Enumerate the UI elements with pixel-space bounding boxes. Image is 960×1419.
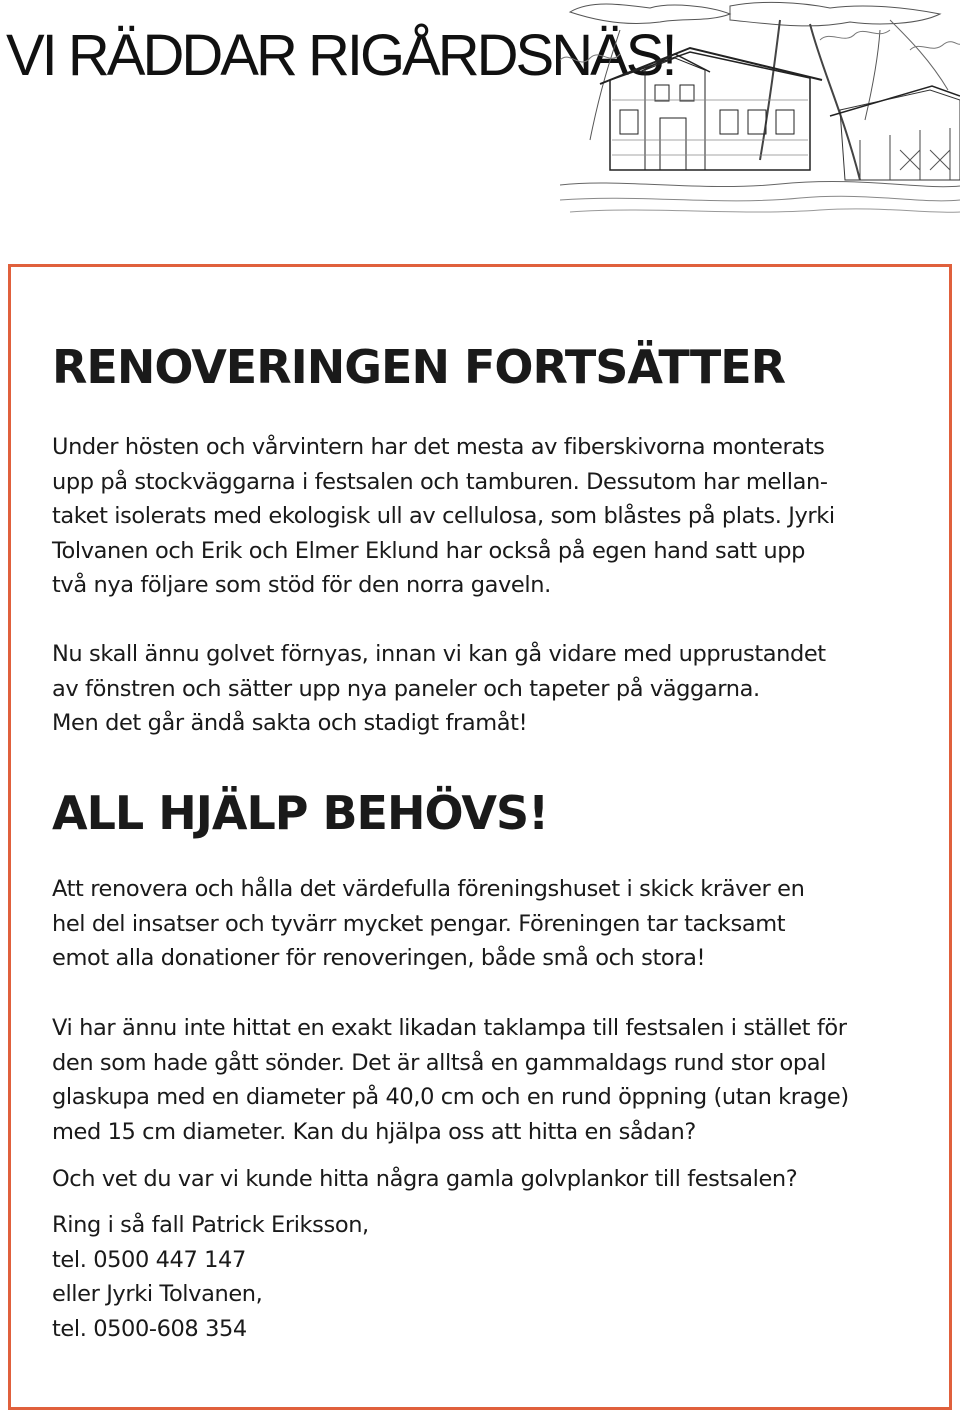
renovation-heading: RENOVERINGEN FORTSÄTTER [52, 340, 786, 394]
help-paragraph-3: Och vet du var vi kunde hitta några gamla golvplankor till festsalen? [52, 1166, 798, 1192]
renovation-paragraph-1: Under hösten och vårvintern har det mesta av fiberskivorna monterats upp på stockväggarna i festsalen och tamburen. Dessutom har mellan- taket isolerats med ekologisk ull av cellulosa, som blåstes på plats. Jyrki Tolvanen och Erik och Elmer Eklund har också på egen hand satt upp två nya följare som stöd för den norra gaveln. [52, 434, 835, 598]
contact-info: Ring i så fall Patrick Eriksson, tel. 0500 447 147 eller Jyrki Tolvanen, tel. 0500-608 354 [52, 1212, 369, 1342]
house-sketch-icon [560, 0, 960, 222]
renovation-paragraph-2: Nu skall ännu golvet förnyas, innan vi kan gå vidare med upprustandet av fönstren och sätter upp nya paneler och tapeter på väggarna. Men det går ändå sakta och stadigt framåt! [52, 641, 826, 736]
help-paragraph-1: Att renovera och hålla det värdefulla föreningshuset i skick kräver en hel del insatser och tyvärr mycket pengar. Föreningen tar tacksamt emot alla donationer för renoveringen, både små och stora! [52, 876, 805, 971]
help-heading: ALL HJÄLP BEHÖVS! [52, 786, 549, 840]
page-title: VI RÄDDAR RIGÅRDSNÄS! [6, 23, 675, 88]
help-paragraph-2: Vi har ännu inte hittat en exakt likadan taklampa till festsalen i stället för den som hade gått sönder. Det är alltså en gammaldags rund stor opal glaskupa med en diameter på 40,0 cm och en rund öppning (utan krage) med 15 cm diameter. Kan du hjälpa oss att hitta en sådan? [52, 1015, 849, 1145]
